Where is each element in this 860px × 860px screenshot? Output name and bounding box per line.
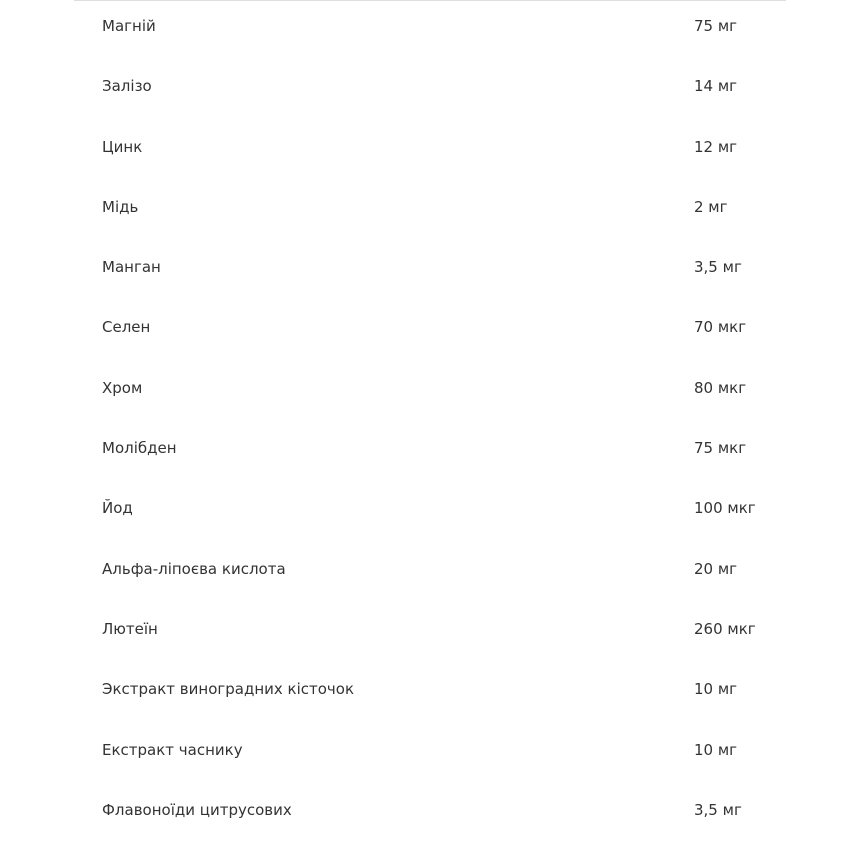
nutrient-amount: 80 мкг [694, 378, 747, 397]
nutrient-amount: 75 мкг [694, 439, 747, 458]
nutrient-amount: 75 мг [694, 17, 738, 35]
table-row [74, 1, 786, 61]
table-row [74, 302, 786, 362]
table-row [74, 182, 786, 242]
nutrient-name: Магній [102, 17, 156, 35]
nutrient-name: Молібден [102, 439, 177, 458]
nutrient-amount: 2 мг [694, 197, 728, 216]
nutrient-amount: 14 мг [694, 77, 738, 96]
nutrient-amount: 10 мг [694, 740, 738, 759]
table-row [74, 61, 786, 121]
table-row [74, 483, 786, 543]
table-row [74, 122, 786, 182]
nutrient-name: Экстракт виноградних кісточок [102, 680, 355, 699]
nutrient-name: Залізо [102, 77, 152, 96]
nutrient-name: Екстракт часнику [102, 740, 243, 759]
nutrient-amount: 260 мкг [694, 619, 756, 638]
table-row [74, 544, 786, 604]
table-row [74, 785, 786, 845]
nutrient-name: Хром [102, 378, 143, 397]
nutrient-name: Флавоноїди цитрусових [102, 800, 292, 819]
nutrient-table [74, 0, 786, 845]
nutrient-amount: 20 мг [694, 559, 738, 578]
table-row [74, 604, 786, 664]
nutrient-name: Альфа-ліпоєва кислота [102, 559, 286, 578]
table-body [74, 1, 786, 845]
nutrient-amount: 12 мг [694, 137, 738, 156]
nutrient-amount: 70 мкг [694, 318, 747, 337]
nutrient-amount: 10 мг [694, 680, 738, 699]
table-row [74, 242, 786, 302]
table-row [74, 664, 786, 724]
nutrient-name: Йод [102, 499, 133, 518]
table-row [74, 363, 786, 423]
nutrient-name: Мідь [102, 197, 139, 216]
nutrient-name: Цинк [102, 137, 143, 156]
nutrient-name: Селен [102, 318, 151, 337]
nutrient-amount: 100 мкг [694, 499, 756, 518]
table-row [74, 725, 786, 785]
nutrient-amount: 3,5 мг [694, 258, 742, 277]
nutrient-amount: 3,5 мг [694, 800, 742, 819]
nutrient-name: Манган [102, 258, 161, 277]
nutrient-name: Лютеїн [102, 619, 158, 638]
table-row [74, 423, 786, 483]
